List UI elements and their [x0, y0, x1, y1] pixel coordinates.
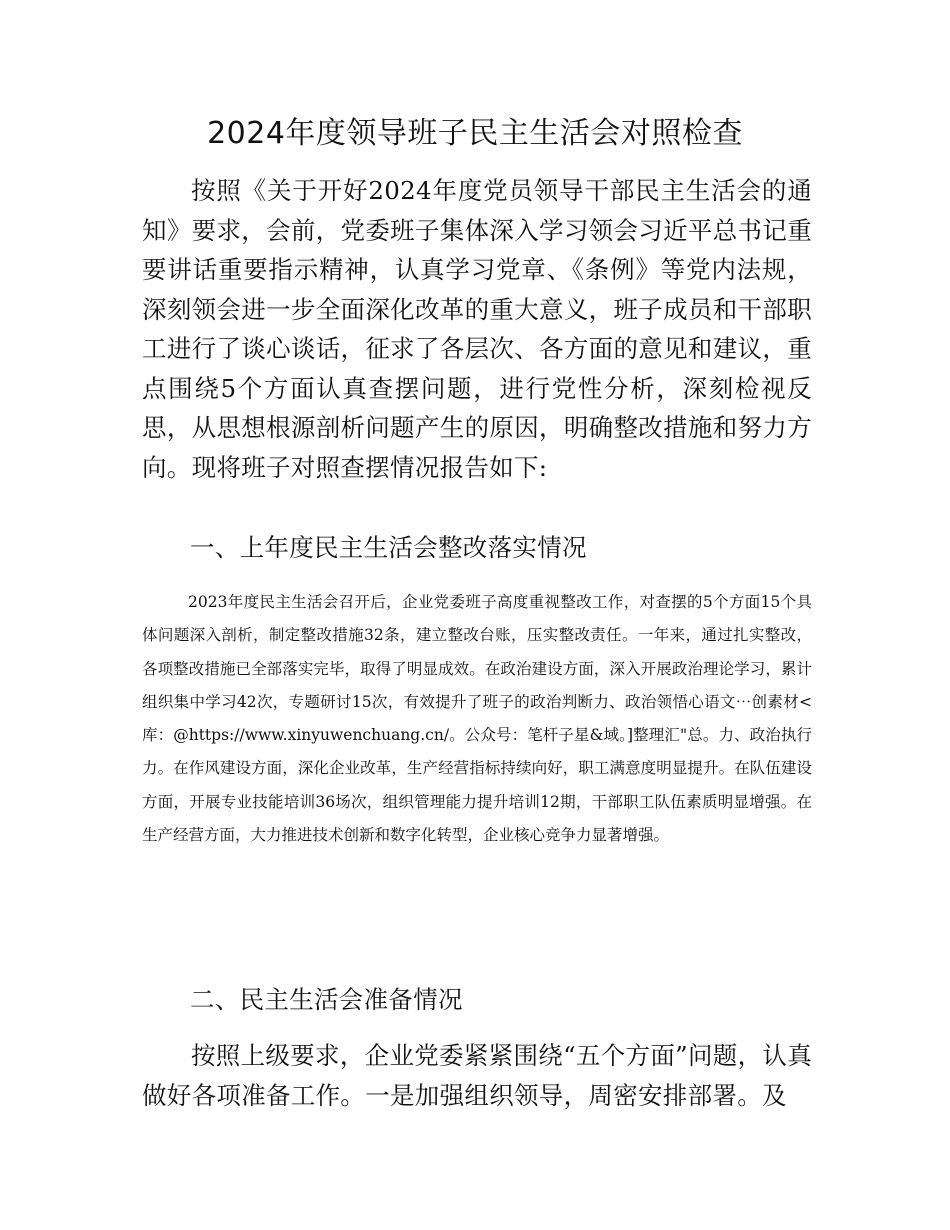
section-1-heading: 一、上年度民主生活会整改落实情况 [190, 533, 587, 562]
section-2-heading: 二、民主生活会准备情况 [190, 985, 463, 1014]
section-1-paragraph: 2023年度民主生活会召开后，企业党委班子高度重视整改工作，对查摆的5个方面15个具体问题深入剖析，制定整改措施32条，建立整改台账，压实整改责任。一年来，通过扎实整改，各项整改措施已全部落实完毕，取得了明显成效。在政治建设方面，深入开展政治理论学习，累计组织集中学习42次，专题研讨15次，有效提升了班子的政治判断力、政治领悟心语文⋯创素材<库：@https://www.xinyuwenchuang.cn/。公众号：笔杆子星&域。]整理汇"总。力、政治执行力。在作风建设方面，深化企业改革，生产经营指标持续向好，职工满意度明显提升。在队伍建设方面，开展专业技能培训36场次，组织管理能力提升培训12期，干部职工队伍素质明显增强。在生产经营方面，大力推进技术创新和数字化转型，企业核心竞争力显著增强。 [142, 593, 812, 845]
page-title: 2024年度领导班子民主生活会对照检查 [207, 116, 743, 151]
intro-paragraph: 按照《关于开好2024年度党员领导干部民主生活会的通知》要求，会前，党委班子集体深入学习领会习近平总书记重要讲话重要指示精神，认真学习党章、《条例》等党内法规，深刻领会进一步全面深化改革的重大意义，班子成员和干部职工进行了谈心谈话，征求了各层次、各方面的意见和建议，重点围绕5个方面认真查摆问题，进行党性分析，深刻检视反思，从思想根源剖析问题产生的原因，明确整改措施和努力方向。现将班子对照查摆情况报告如下: [142, 176, 812, 482]
section-2-paragraph: 按照上级要求，企业党委紧紧围绕“五个方面”问题，认真做好各项准备工作。一是加强组织领导，周密安排部署。及 [142, 1041, 812, 1110]
